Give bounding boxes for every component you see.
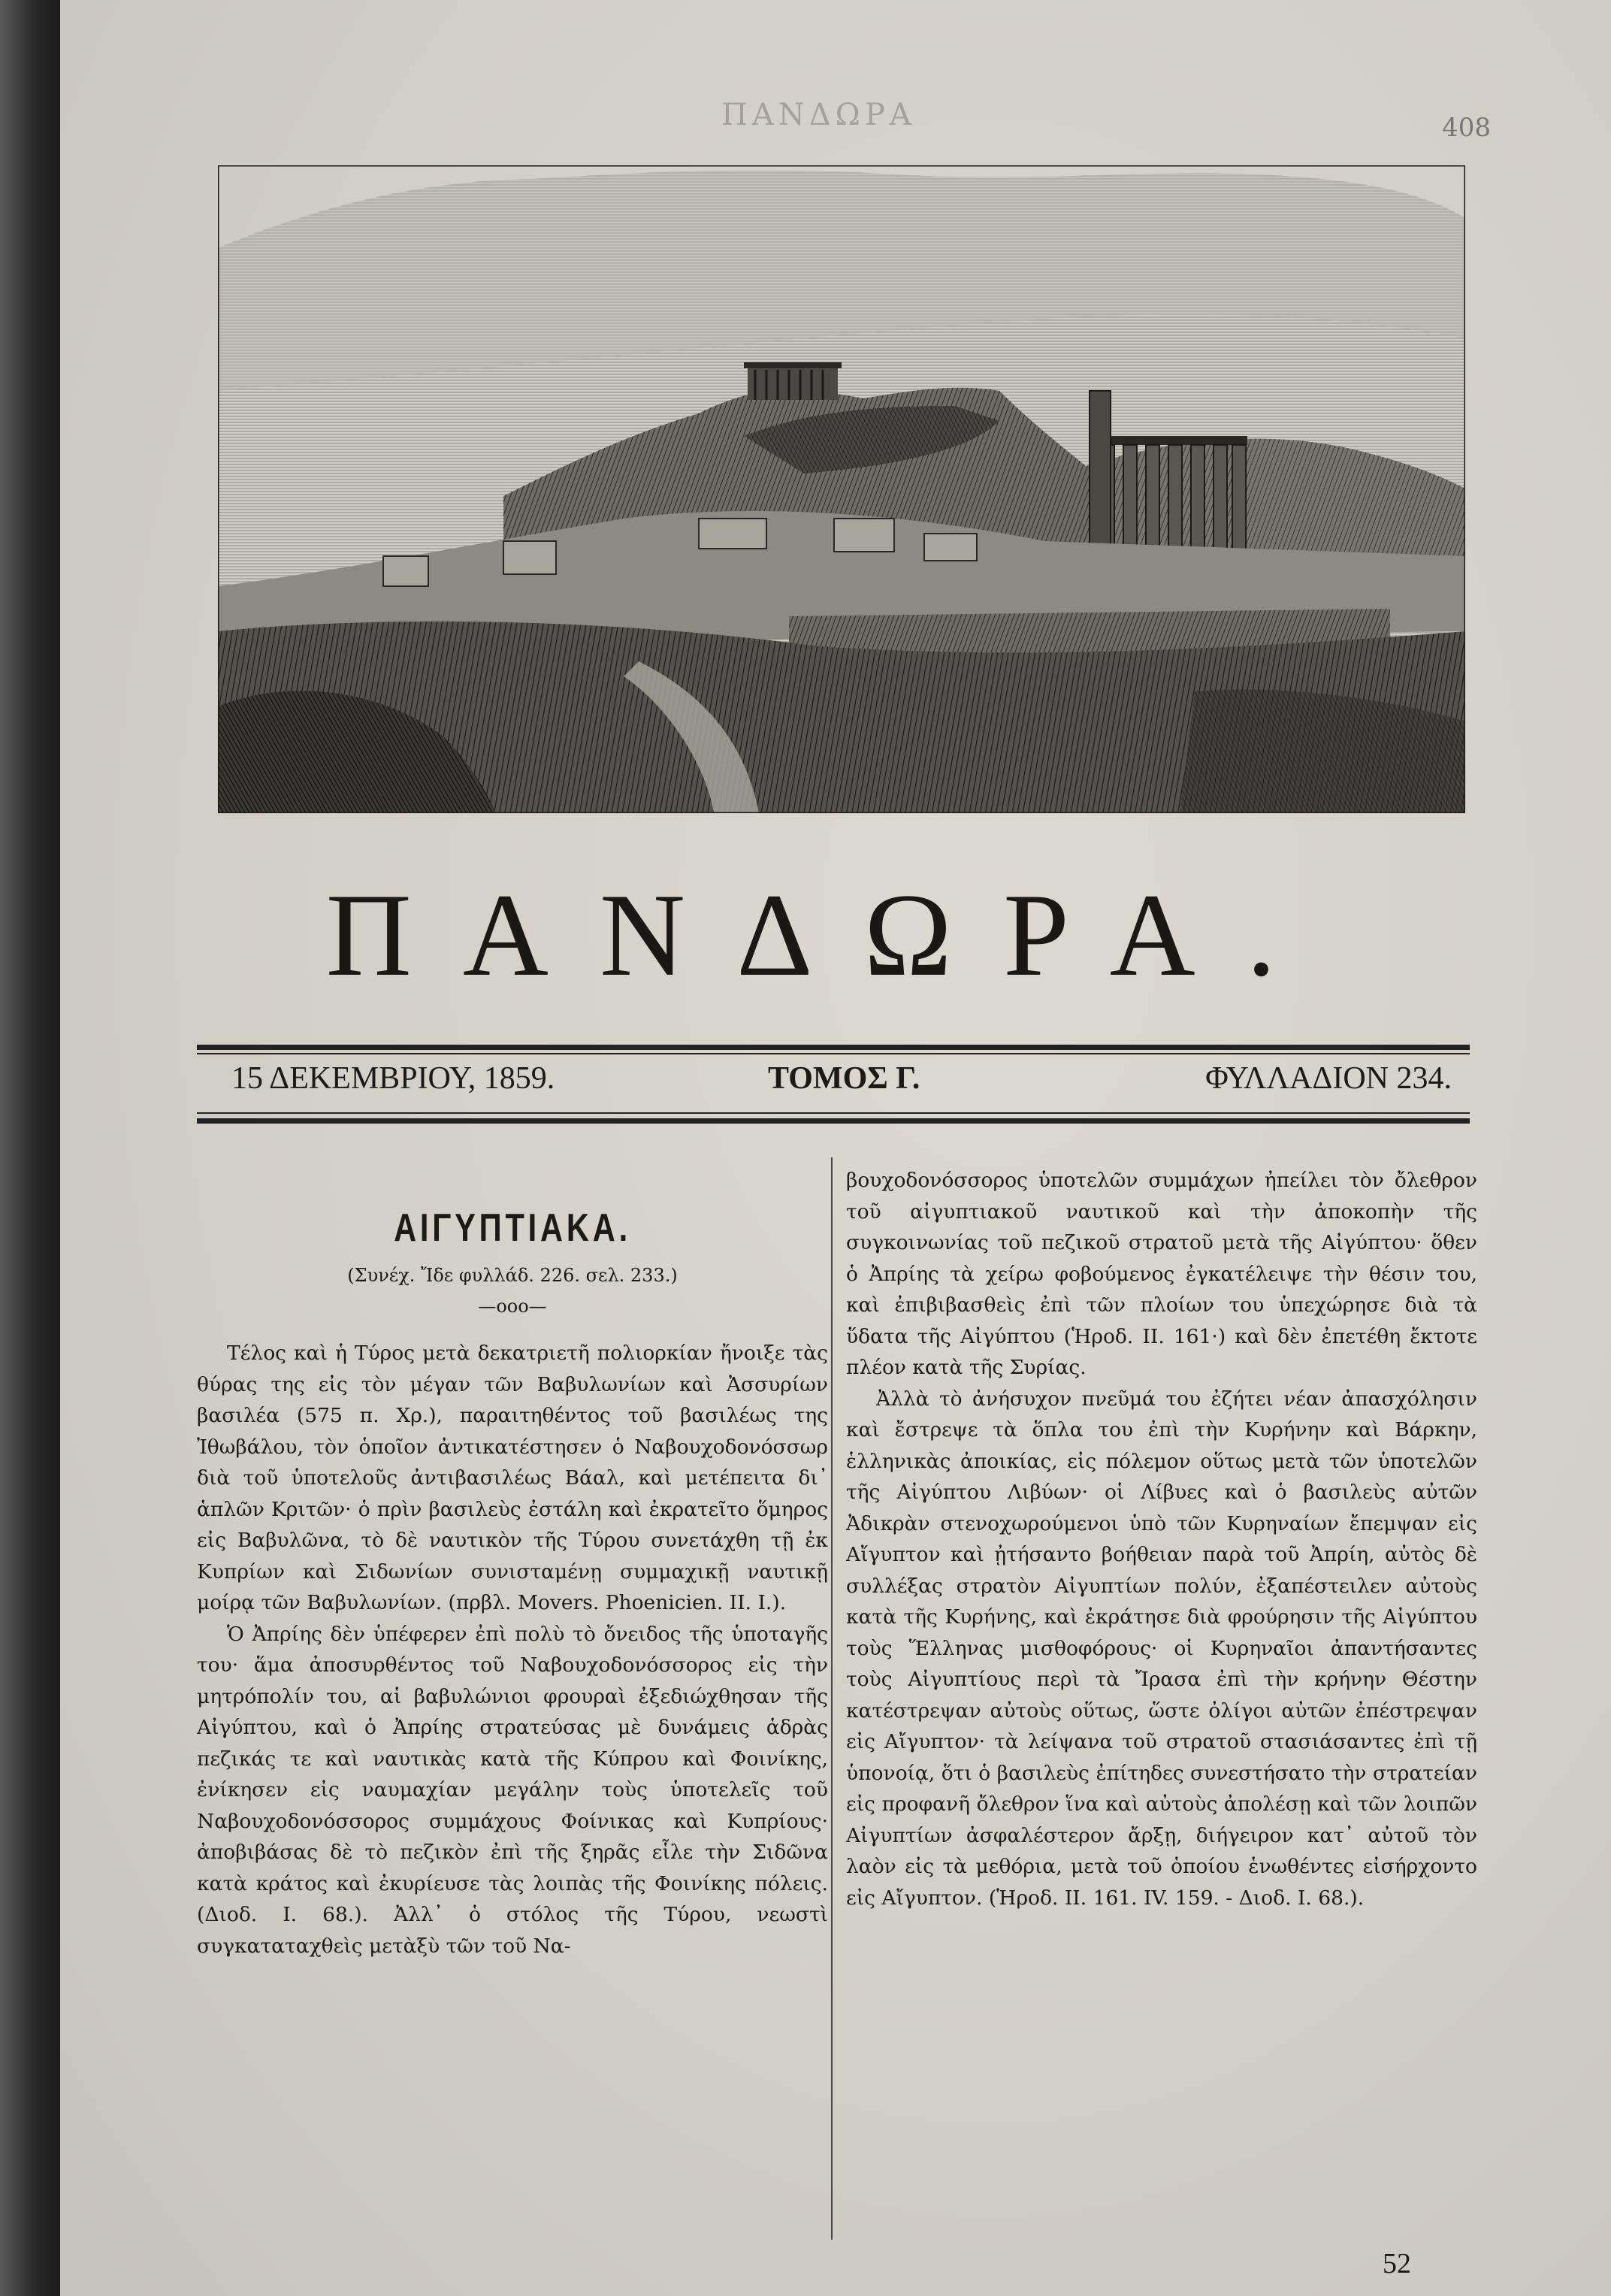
masthead-title: ΠΑΝΔΩΡΑ.	[325, 870, 1328, 1001]
dateline	[225, 1054, 1458, 1103]
article-continuation-note: (Συνέχ. Ἴδε φυλλάδ. 226. σελ. 233.)	[347, 1265, 678, 1286]
engraving-image	[218, 165, 1465, 813]
paragraph: βουχοδονόσσορος ὑποτελῶν συμμάχων ἠπείλει τὸν ὄλεθρον τοῦ αἰγυπτιακοῦ ναυτικοῦ καὶ τὴν ἀποκοπὴν τῆς συγκοινωνίας τοῦ πεζικοῦ στρατοῦ μετὰ τῆς Αἰγύπτου· ὅθεν ὁ Ἀπρίης τὰ χείρω φοβούμενος ἐγκατέλειψε τὴν θέσιν του, καὶ ἐπιβιβασθεὶς ἐπὶ τῶν πλοίων του ὑπεχώρησε διὰ τὰ ὕδατα τῆς Αἰγύπτου (Ἡροδ. II. 161·) καὶ δὲν ἐπετέθη ἔκτοτε πλέον κατὰ τῆς Συρίας.	[846, 1169, 1477, 1379]
book-binding-shadow	[0, 0, 60, 2296]
header-rule-bottom	[197, 1118, 1470, 1124]
column-divider	[831, 1157, 833, 2240]
issue-date: 15 ΔΕΚΕΜΒΡΙΟΥ, 1859.	[231, 1061, 555, 1096]
bleed-through-running-head: ΠΑΝΔΩΡΑ	[721, 98, 916, 132]
article-title: ΑΙΓΥΠΤΙΑΚΑ.	[394, 1206, 631, 1250]
header-rule-top	[197, 1045, 1470, 1050]
volume-number: ΤΟΜΟΣ Γ.	[768, 1061, 920, 1096]
bleed-through-page-number: 408	[1442, 113, 1491, 143]
article-column-left	[197, 1156, 828, 1962]
acropolis-illustration	[218, 165, 1465, 813]
paragraph: Τέλος καὶ ἡ Τύρος μετὰ δεκατριετῆ πολιορκίαν ἤνοιξε τὰς θύρας της εἰς τὸν μέγαν τῶν Βαβυλωνίων καὶ Ἀσσυρίων βασιλέα (575 π. Χρ.), παραιτηθέντος τοῦ βασιλέως της Ἰθωβάλου, τὸν ὁποῖον ἀντικατέστησεν ὁ Ναβουχοδονόσσωρ διὰ τοῦ ὑποτελοῦς ἀντιβασιλέως Βάαλ, καὶ μετέπειτα δι᾽ ἁπλῶν Κριτῶν· ὁ πρὶν βασιλεὺς ἐστάλη καὶ ἐκρατεῖτο ὅμηρος εἰς Βαβυλῶνα, τὸ δὲ ναυτικὸν τῆς Τύρου συνετάχθη τῇ ἐκ Κυπρίων καὶ Σιδωνίων συνισταμένῃ συμμαχικῇ ναυτικῇ μοίρᾳ τῶν Βαβυλωνίων. (πρβλ. Movers. Phoenicien. II. I.).	[197, 1342, 828, 1614]
issue-number: ΦΥΛΛΑΔΙΟΝ 234.	[1205, 1061, 1452, 1096]
paragraph: Ὁ Ἀπρίης δὲν ὑπέφερεν ἐπὶ πολὺ τὸ ὄνειδος τῆς ὑποταγῆς του· ἅμα ἀποσυρθέντος τοῦ Ναβουχοδονόσσορος εἰς τὴν μητρόπολίν του, αἱ βαβυλώνιοι φρουραὶ ἐξεδιώχθησαν τῆς Αἰγύπτου, καὶ ὁ Ἀπρίης στρατεύσας μὲ δυνάμεις ἁδρὰς πεζικάς τε καὶ ναυτικὰς κατὰ τῆς Κύπρου καὶ Φοινίκης, ἐνίκησεν εἰς ναυμαχίαν μεγάλην τοὺς ὑποτελεῖς τοῦ Ναβουχοδονόσσορος συμμάχους Φοίνικας καὶ Κυπρίους· ἀποβιβάσας δὲ τὸ πεζικὸν ἐπὶ τῆς ξηρᾶς εἷλε τὴν Σιδῶνα κατὰ κράτος καὶ ἐκυρίευσε τὰς λοιπὰς τῆς Φοινίκης πόλεις. (Διοδ. I. 68.). Ἀλλ᾽ ὁ στόλος τῆς Τύρου, νεωστὶ συγκαταταχθεὶς μετὰξὺ τῶν τοῦ Να-	[197, 1622, 828, 1958]
header-rule-bottom-thin	[197, 1112, 1470, 1114]
page-number: 52	[1383, 2248, 1411, 2279]
article-ornament: —οοο—	[478, 1296, 547, 1317]
article-column-right	[846, 1165, 1477, 1913]
paragraph: Ἀλλὰ τὸ ἀνήσυχον πνεῦμά του ἐζήτει νέαν ἀπασχόλησιν καὶ ἔστρεψε τὰ ὅπλα του ἐπὶ τὴν Κυρήνην καὶ Βάρκην, ἑλληνικὰς ἀποικίας, εἰς πόλεμον οὕτως μετὰ τῶν ὑποτελῶν τῆς Αἰγύπτου Λιβύων· οἱ Λίβυες καὶ ὁ βασιλεὺς αὐτῶν Ἀδικρὰν στενοχωρούμενοι ὑπὸ τῶν Κυρηναίων ἔπεμψαν εἰς Αἴγυπτον καὶ ᾐτήσαντο βοήθειαν παρὰ τοῦ Ἀπρίη, αὐτὸς δὲ συλλέξας στρατὸν Αἰγυπτίων πολύν, ἐξαπέστειλεν αὐτοὺς κατὰ τῆς Κυρήνης, καὶ ἐκράτησε διὰ φρούρησιν τῆς Αἰγύπτου τοὺς Ἕλληνας μισθοφόρους· οἱ Κυρηναῖοι ἀπαντήσαντες τοὺς Αἰγυπτίους περὶ τὰ Ἴρασα ἐπὶ τὴν κρήνην Θέστην κατέστρεψαν αὐτοὺς οὕτως, ὥστε ὀλίγοι αὐτῶν ἐπέστρεψαν εἰς Αἴγυπτον· τὰ λείψανα τοῦ στρατοῦ στασιάσαντες ἐπὶ τῇ ὑπονοίᾳ, ὅτι ὁ βασιλεὺς ἐπίτηδες συνεστήσατο τὴν στρατείαν εἰς προφανῆ ὄλεθρον ἵνα καὶ αὐτοὺς ἀπολέσῃ καὶ τῶν λοιπῶν Αἰγυπτίων ἀσφαλέστερον ἄρξῃ, διήγειρον κατ᾽ αὐτοῦ τὸν λαὸν εἰς τὰ μεθόρια, μετὰ τοῦ ὁποίου ἑνωθέντες εἰσήρχοντο εἰς Αἴγυπτον. (Ἡροδ. II. 161. IV. 159. - Διοδ. I. 68.).	[846, 1387, 1477, 1910]
